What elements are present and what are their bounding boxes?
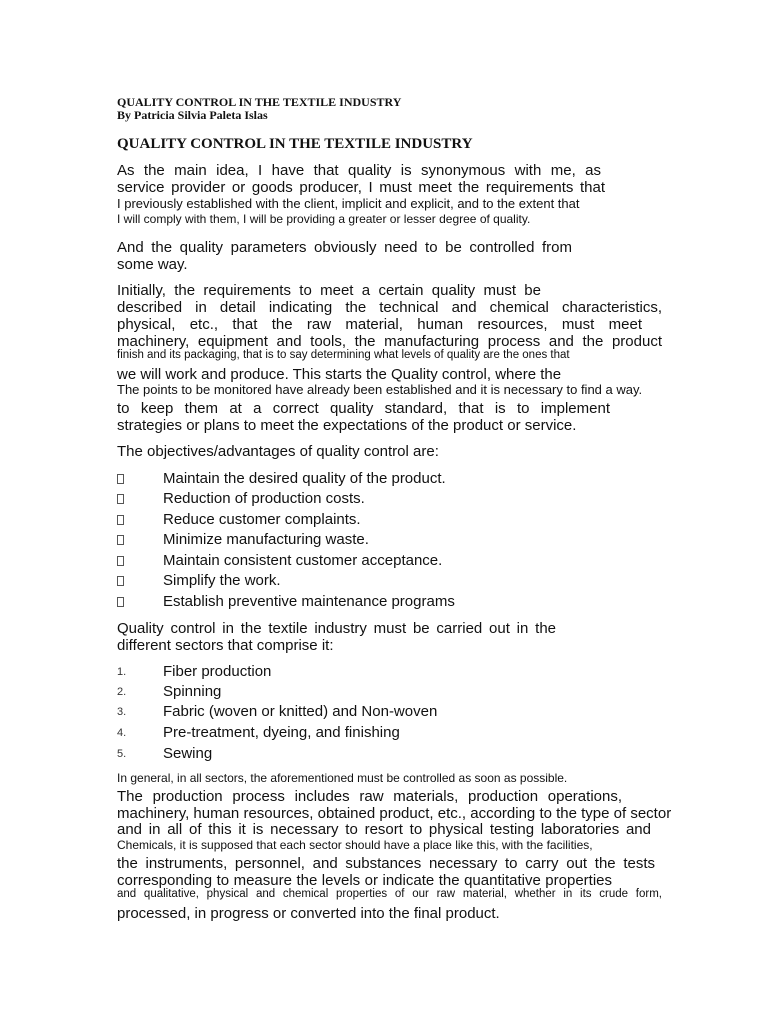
item-text: Pre-treatment, dyeing, and finishing <box>163 724 400 741</box>
numbered-item <box>117 704 662 722</box>
item-number: 1. <box>117 666 127 678</box>
item-text: Fiber production <box>163 663 272 680</box>
paragraph-line: As the main idea, I have that quality is synonymous with me, as <box>117 162 601 179</box>
bullet-box-icon <box>117 576 124 589</box>
item-text: Spinning <box>163 683 222 700</box>
section-heading: QUALITY CONTROL IN THE TEXTILE INDUSTRY <box>117 136 473 152</box>
paragraph-line: The points to be monitored have already been established and it is necessary to find a way. <box>117 382 643 397</box>
list-item: Reduce customer complaints. <box>117 512 662 530</box>
item-text: Sewing <box>163 745 213 762</box>
list-item: Reduction of production costs. <box>117 491 662 509</box>
bullet-box-icon <box>117 515 124 528</box>
item-number: 3. <box>117 706 127 718</box>
paragraph-line: the instruments, personnel, and substances necessary to carry out the tests <box>117 855 655 872</box>
paragraph-line: described in detail indicating the technical and chemical characteristics, <box>117 299 662 316</box>
paragraph-line: finish and its packaging, that is to say determining what levels of quality are the ones that <box>117 349 570 361</box>
paragraph-line: In general, in all sectors, the aforementioned must be controlled as soon as possible. <box>117 771 568 785</box>
list-item: Simplify the work. <box>117 573 662 591</box>
objectives-intro: The objectives/advantages of quality control are: <box>117 443 439 460</box>
bullet-box-icon <box>117 535 124 548</box>
paragraph-line: corresponding to measure the levels or indicate the quantitative properties <box>117 872 612 889</box>
paragraph-line: I previously established with the client, implicit and explicit, and to the extent that <box>117 196 580 211</box>
list-item: Maintain consistent customer acceptance. <box>117 553 662 571</box>
bullet-box-icon <box>117 474 124 487</box>
item-number: 5. <box>117 748 127 760</box>
paragraph-line: different sectors that comprise it: <box>117 637 334 654</box>
item-number: 2. <box>117 686 127 698</box>
paragraph-line: and in all of this it is necessary to resort to physical testing laboratories and <box>117 821 651 838</box>
numbered-item <box>117 684 662 702</box>
paragraph-line: some way. <box>117 256 188 273</box>
paragraph-line: I will comply with them, I will be providing a greater or lesser degree of quality. <box>117 212 531 226</box>
paragraph-line: to keep them at a correct quality standard, that is to implement <box>117 400 610 417</box>
paragraph-line: And the quality parameters obviously need to be controlled from <box>117 239 572 256</box>
numbered-item <box>117 725 662 743</box>
paragraph-line: Chemicals, it is supposed that each sector should have a place like this, with the facilities, <box>117 838 593 852</box>
paragraph-line: machinery, human resources, obtained product, etc., according to the type of sector <box>117 805 672 822</box>
paragraph-line: processed, in progress or converted into the final product. <box>117 905 500 922</box>
paragraph-line: we will work and produce. This starts the Quality control, where the <box>117 366 562 383</box>
list-item: Minimize manufacturing waste. <box>117 532 662 550</box>
item-text: Fabric (woven or knitted) and Non-woven <box>163 703 438 720</box>
paragraph-line: strategies or plans to meet the expectations of the product or service. <box>117 417 577 434</box>
paragraph-line: physical, etc., that the raw material, human resources, must meet <box>117 316 642 333</box>
document-author: By Patricia Silvia Paleta Islas <box>117 108 268 122</box>
list-item: Establish preventive maintenance programs <box>117 594 662 612</box>
document-title: QUALITY CONTROL IN THE TEXTILE INDUSTRY <box>117 95 402 109</box>
paragraph-line: Quality control in the textile industry must be carried out in the <box>117 620 556 637</box>
bullet-box-icon <box>117 556 124 569</box>
numbered-item <box>117 746 662 764</box>
paragraph-line: machinery, equipment and tools, the manufacturing process and the product <box>117 333 662 350</box>
item-number: 4. <box>117 727 127 739</box>
numbered-item <box>117 664 662 682</box>
bullet-box-icon <box>117 597 124 610</box>
bullet-box-icon <box>117 494 124 507</box>
paragraph-line: service provider or goods producer, I must meet the requirements that <box>117 179 605 196</box>
paragraph-line: Initially, the requirements to meet a certain quality must be <box>117 282 541 299</box>
paragraph-line: The production process includes raw materials, production operations, <box>117 788 622 805</box>
paragraph-line: and qualitative, physical and chemical properties of our raw material, whether in its crude form, <box>117 888 662 900</box>
list-item: Maintain the desired quality of the product. <box>117 471 662 489</box>
